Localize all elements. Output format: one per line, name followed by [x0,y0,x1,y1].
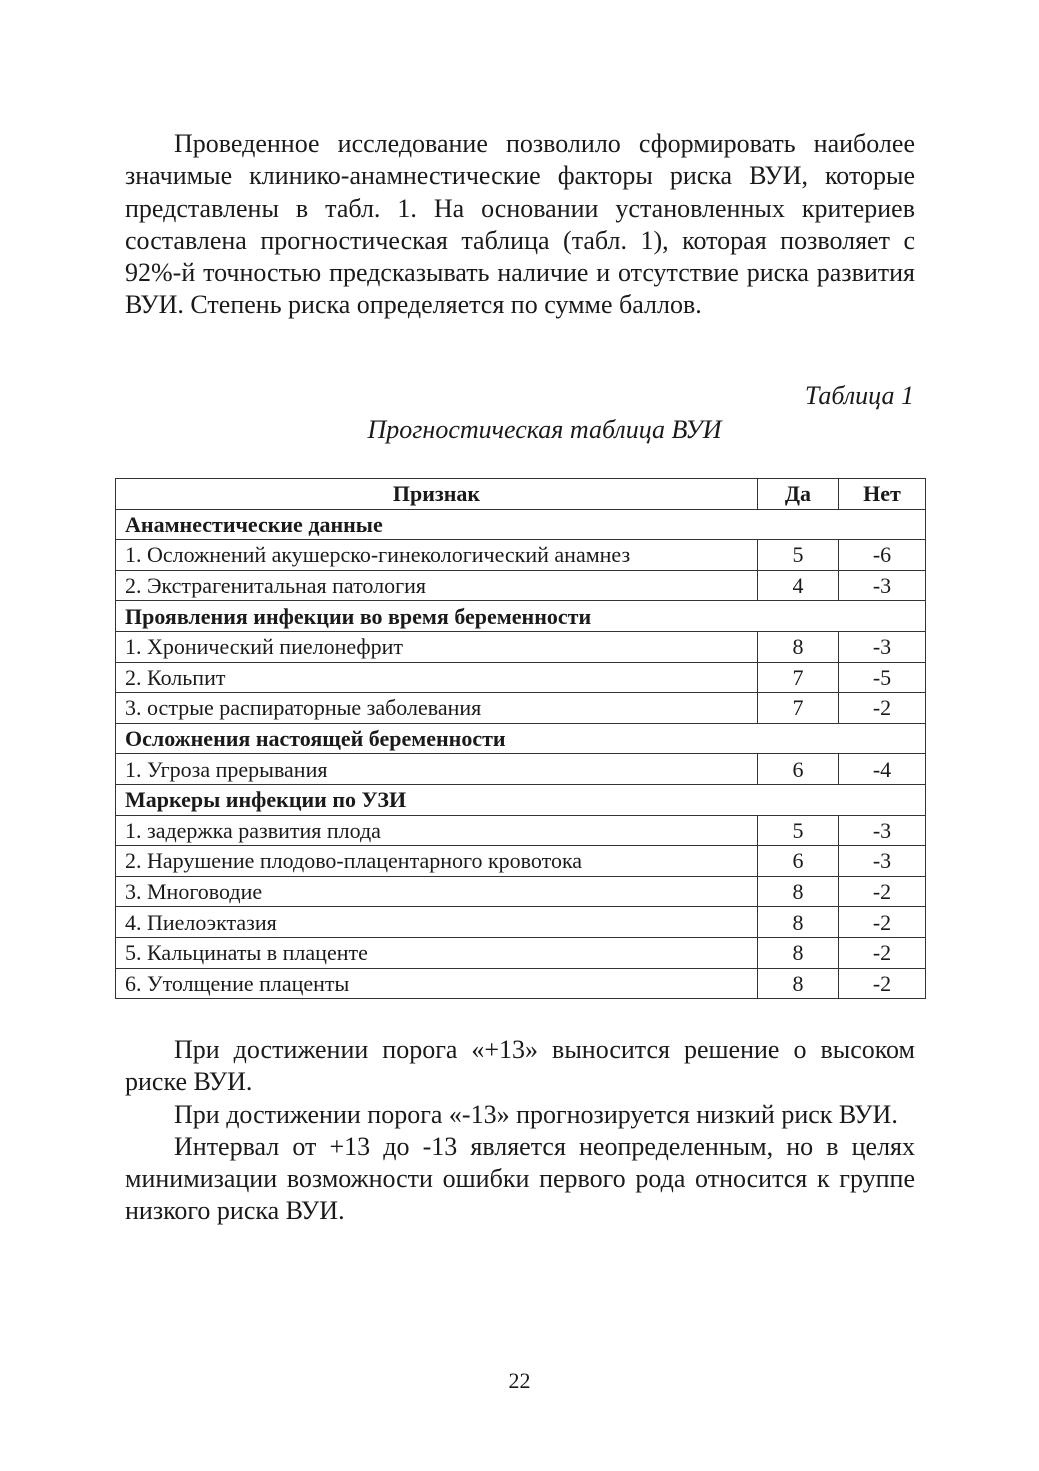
row-label: 4. Пиелоэктазия [116,907,758,938]
header-yes: Да [758,479,839,510]
outro-paragraph-block [125,1034,915,1228]
section-title: Маркеры инфекции по УЗИ [116,784,926,815]
row-label: 2. Экстрагенитальная патология [116,570,758,601]
row-no-score: -3 [839,815,926,846]
table-row [116,815,926,846]
row-label: 3. острые распираторные заболевания [116,693,758,724]
row-yes-score: 5 [758,540,839,571]
table-row [116,540,926,571]
outro-paragraph: Интервал от +13 до -13 является неопределенным, но в целях минимизации возможности ошибки первого рода относится к группе низкого риска ВУИ. [125,1131,915,1226]
row-label: 1. задержка развития плода [116,815,758,846]
table-section-row [116,784,926,815]
table-section-row [116,601,926,632]
row-label: 1. Осложнений акушерско-гинекологический анамнез [116,540,758,571]
row-no-score: -5 [839,662,926,693]
row-yes-score: 8 [758,631,839,662]
table-label: Таблица 1 [804,381,914,410]
table-row [116,754,926,785]
row-yes-score: 4 [758,570,839,601]
row-label: 1. Хронический пиелонефрит [116,631,758,662]
row-no-score: -3 [839,631,926,662]
table-row [116,570,926,601]
row-label: 6. Утолщение плаценты [116,968,758,999]
table-section-row [116,509,926,540]
row-label: 2. Нарушение плодово-плацентарного кровотока [116,846,758,877]
table-section-row [116,723,926,754]
row-yes-score: 7 [758,662,839,693]
row-no-score: -4 [839,754,926,785]
table-body [116,509,926,999]
page-number: 22 [508,1368,531,1393]
table-row [116,937,926,968]
row-no-score: -6 [839,540,926,571]
row-label: 2. Кольпит [116,662,758,693]
table-row [116,631,926,662]
table-row [116,968,926,999]
outro-paragraph: При достижении порога «+13» выносится решение о высоком риске ВУИ. [125,1035,915,1097]
table-row [116,876,926,907]
row-yes-score: 8 [758,937,839,968]
prognostic-table [115,478,926,999]
row-yes-score: 8 [758,876,839,907]
row-yes-score: 6 [758,754,839,785]
row-no-score: -2 [839,693,926,724]
section-title: Анамнестические данные [116,509,926,540]
row-no-score: -3 [839,570,926,601]
row-label: 1. Угроза прерывания [116,754,758,785]
row-yes-score: 5 [758,815,839,846]
row-yes-score: 8 [758,968,839,999]
row-no-score: -2 [839,968,926,999]
section-title: Проявления инфекции во время беременности [116,601,926,632]
table-row [116,846,926,877]
table-row [116,693,926,724]
row-yes-score: 7 [758,693,839,724]
row-label: 3. Многоводие [116,876,758,907]
intro-paragraph-block [125,128,915,322]
table-title: Прогностическая таблица ВУИ [367,415,722,444]
row-yes-score: 8 [758,907,839,938]
section-title: Осложнения настоящей беременности [116,723,926,754]
row-no-score: -2 [839,937,926,968]
row-no-score: -3 [839,846,926,877]
row-no-score: -2 [839,907,926,938]
outro-paragraph: При достижении порога «-13» прогнозируется низкий риск ВУИ. [174,1099,898,1129]
table-row [116,907,926,938]
row-label: 5. Кальцинаты в плаценте [116,937,758,968]
header-feature: Признак [116,479,758,510]
intro-paragraph: Проведенное исследование позволило сформировать наиболее значимые клинико-анамнестические факторы риска ВУИ, которые представлены в табл. 1. На основании установленных критериев составлена прогностическая таблица (табл. 1), которая позволяет с 92%-й точностью предсказывать наличие и отсутствие риска развития ВУИ. Степень риска определяется по сумме баллов. [125,129,915,320]
table-header-row [116,479,926,510]
row-no-score: -2 [839,876,926,907]
header-no: Нет [839,479,926,510]
row-yes-score: 6 [758,846,839,877]
table-row [116,662,926,693]
